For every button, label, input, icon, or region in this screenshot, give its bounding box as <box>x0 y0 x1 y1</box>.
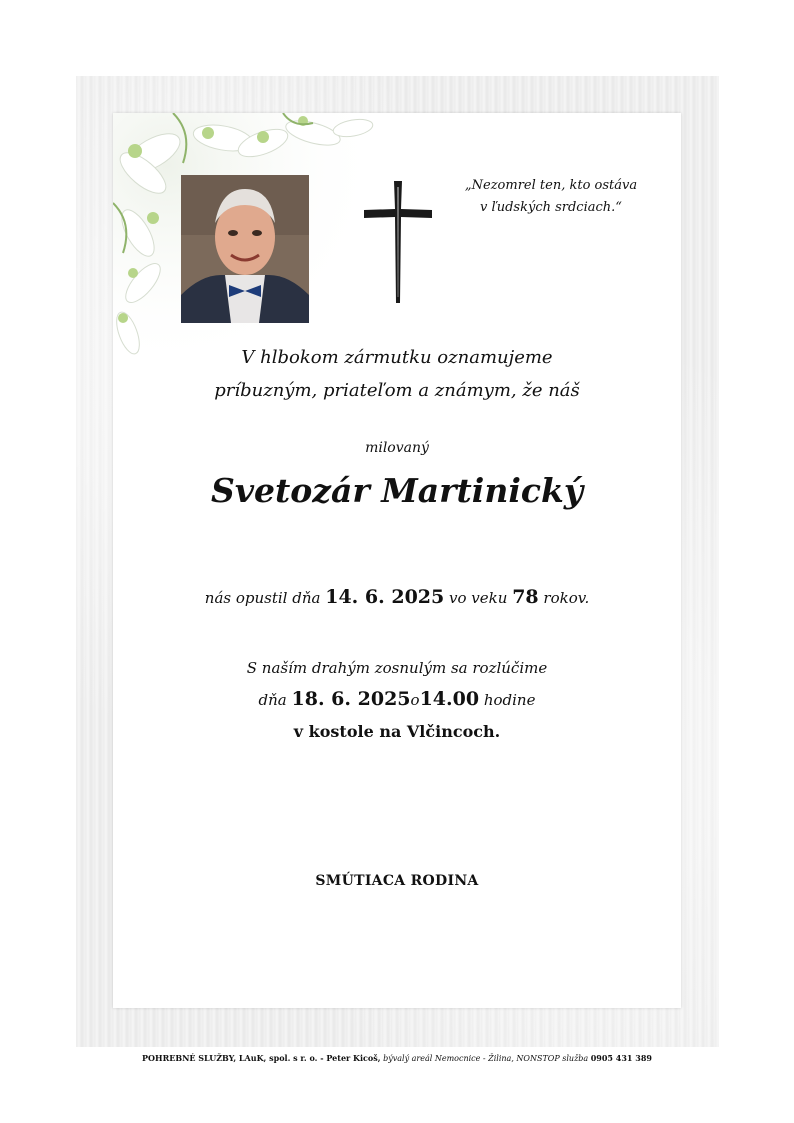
ceremony-datetime <box>113 684 681 716</box>
memorial-quote <box>453 175 649 219</box>
ceremony-info <box>113 653 681 747</box>
ceremony-date: 18. 6. 2025 <box>291 688 411 710</box>
quote-line-1: „Nezomrel ten, kto ostáva <box>464 178 638 193</box>
ceremony-place: v kostole na Vlčincoch. <box>293 722 501 741</box>
announcement <box>113 341 681 407</box>
footer <box>0 1053 794 1063</box>
ceremony-time-prefix: o <box>410 691 420 709</box>
deceased-name: Svetozár Martinický <box>211 471 583 510</box>
ceremony-date-prefix: dňa <box>258 691 287 709</box>
death-prefix: nás opustil dňa <box>204 589 321 607</box>
obituary-card <box>113 113 681 1008</box>
quote-line-2: v ľudských srdciach.“ <box>480 200 622 215</box>
footer-company: POHREBNÉ SLUŽBY, LAuK, spol. s r. o. - Peter Kicoš, <box>142 1053 381 1063</box>
ceremony-time-suffix: hodine <box>483 691 536 709</box>
death-info <box>113 586 681 608</box>
ceremony-line-1: S naším drahým zosnulým sa rozlúčime <box>246 659 548 677</box>
age-prefix: vo veku <box>449 589 508 607</box>
announcement-line-1: V hlbokom zármutku oznamujeme <box>241 347 553 368</box>
portrait-photo <box>181 175 309 323</box>
beloved-label: milovaný <box>365 440 429 456</box>
age-value: 78 <box>512 586 539 608</box>
age-suffix: rokov. <box>543 589 590 607</box>
cross-icon <box>358 179 438 305</box>
footer-phone: 0905 431 389 <box>590 1053 652 1063</box>
announcement-line-2: príbuzným, priateľom a známym, že náš <box>214 380 580 401</box>
footer-address: bývalý areál Nemocnice - Žilina, NONSTOP služba <box>383 1054 589 1063</box>
ceremony-time: 14.00 <box>419 688 480 710</box>
signature: SMÚTIACA RODINA <box>315 873 479 889</box>
death-date: 14. 6. 2025 <box>325 586 445 608</box>
